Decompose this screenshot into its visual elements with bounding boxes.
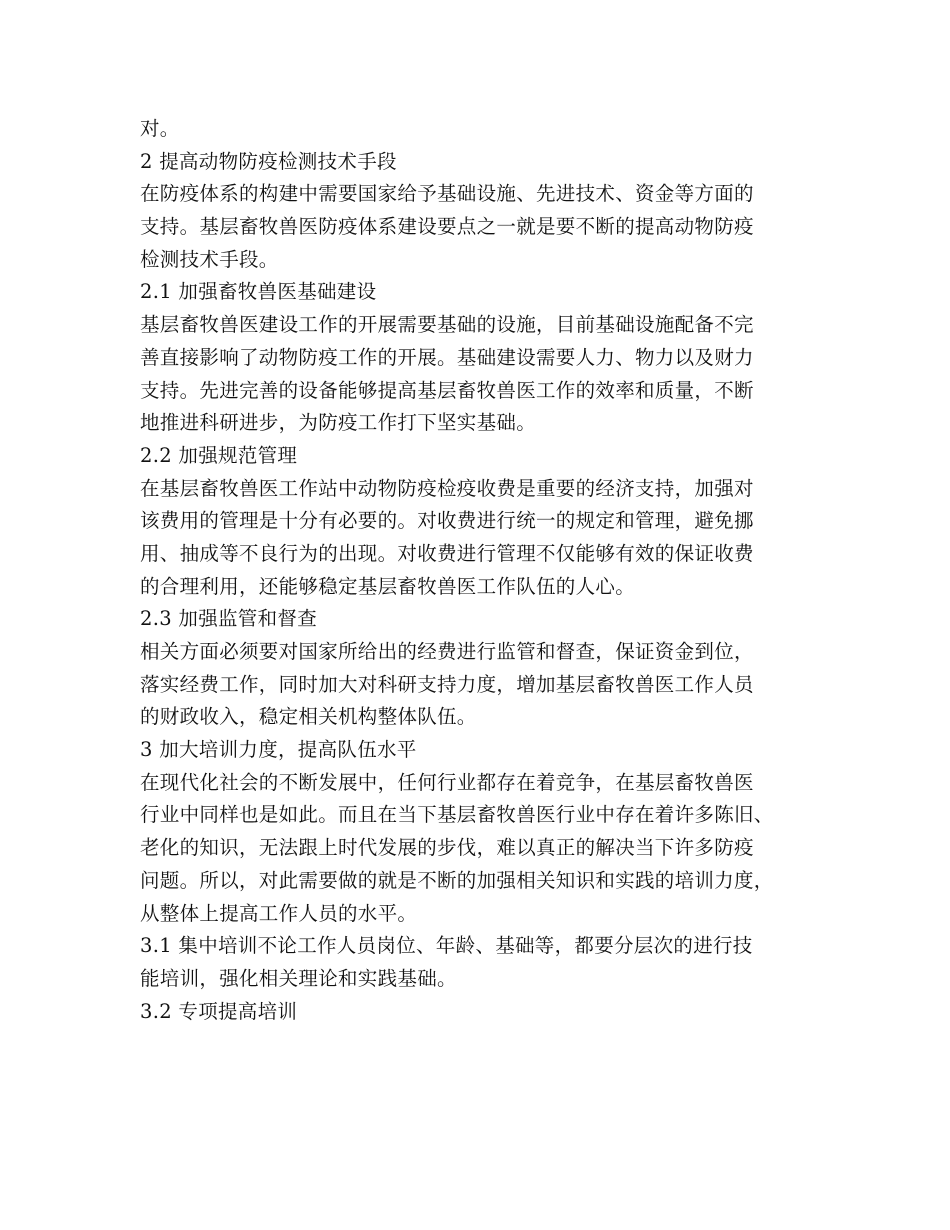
paragraph-line: 的财政收入，稳定相关机构整体队伍。 [140,705,477,729]
paragraph-line: 老化的知识，无法跟上时代发展的步伐，难以真正的解决当下许多防疫 [140,836,754,860]
paragraph-line: 行业中同样也是如此。而且在当下基层畜牧兽医行业中存在着许多陈旧、 [140,803,774,827]
paragraph-line: 相关方面必须要对国家所给出的经费进行监管和督查，保证资金到位， [140,640,754,663]
paragraph-line: 支持。基层畜牧兽医防疫体系建设要点之一就是要不断的提高动物防疫 [140,215,754,239]
section-heading-2-1: 2.1 加强畜牧兽医基础建设 [140,280,377,304]
document-body [140,113,830,1028]
section-heading-2-2: 2.2 加强规范管理 [140,443,298,467]
paragraph-line: 检测技术手段。 [140,247,279,271]
section-heading-3-1: 3.1 集中培训不论工作人员岗位、年龄、基础等，都要分层次的进行技 [140,934,753,958]
paragraph-line-continuation: 对。 [140,117,180,140]
paragraph-line: 基层畜牧兽医建设工作的开展需要基础的设施，目前基础设施配备不完 [140,313,754,337]
paragraph-line: 支持。先进完善的设备能够提高基层畜牧兽医工作的效率和质量，不断 [140,378,754,402]
paragraph-line: 的合理利用，还能够稳定基层畜牧兽医工作队伍的人心。 [140,574,636,598]
paragraph-line: 地推进科研进步，为防疫工作打下坚实基础。 [140,411,537,435]
paragraph-line: 在防疫体系的构建中需要国家给予基础设施、先进技术、资金等方面的 [140,182,754,206]
section-heading-2: 2 提高动物防疫检测技术手段 [140,149,397,173]
paragraph-line: 问题。所以，对此需要做的就是不断的加强相关知识和实践的培训力度， [140,868,774,892]
paragraph-line: 能培训，强化相关理论和实践基础。 [140,966,457,990]
paragraph-line: 该费用的管理是十分有必要的。对收费进行统一的规定和管理，避免挪 [140,509,754,533]
section-heading-3: 3 加大培训力度，提高队伍水平 [140,738,417,762]
paragraph-line: 用、抽成等不良行为的出现。对收费进行管理不仅能够有效的保证收费 [140,541,754,565]
paragraph-line: 落实经费工作，同时加大对科研支持力度，增加基层畜牧兽医工作人员 [140,672,754,696]
section-heading-3-2: 3.2 专项提高培训 [140,999,298,1023]
paragraph-line: 在现代化社会的不断发展中，任何行业都存在着竞争，在基层畜牧兽医 [140,770,754,794]
paragraph-line: 善直接影响了动物防疫工作的开展。基础建设需要人力、物力以及财力 [140,345,754,369]
paragraph-line: 从整体上提高工作人员的水平。 [140,901,418,925]
paragraph-line: 在基层畜牧兽医工作站中动物防疫检疫收费是重要的经济支持，加强对 [140,476,754,500]
section-heading-2-3: 2.3 加强监管和督查 [140,607,318,631]
